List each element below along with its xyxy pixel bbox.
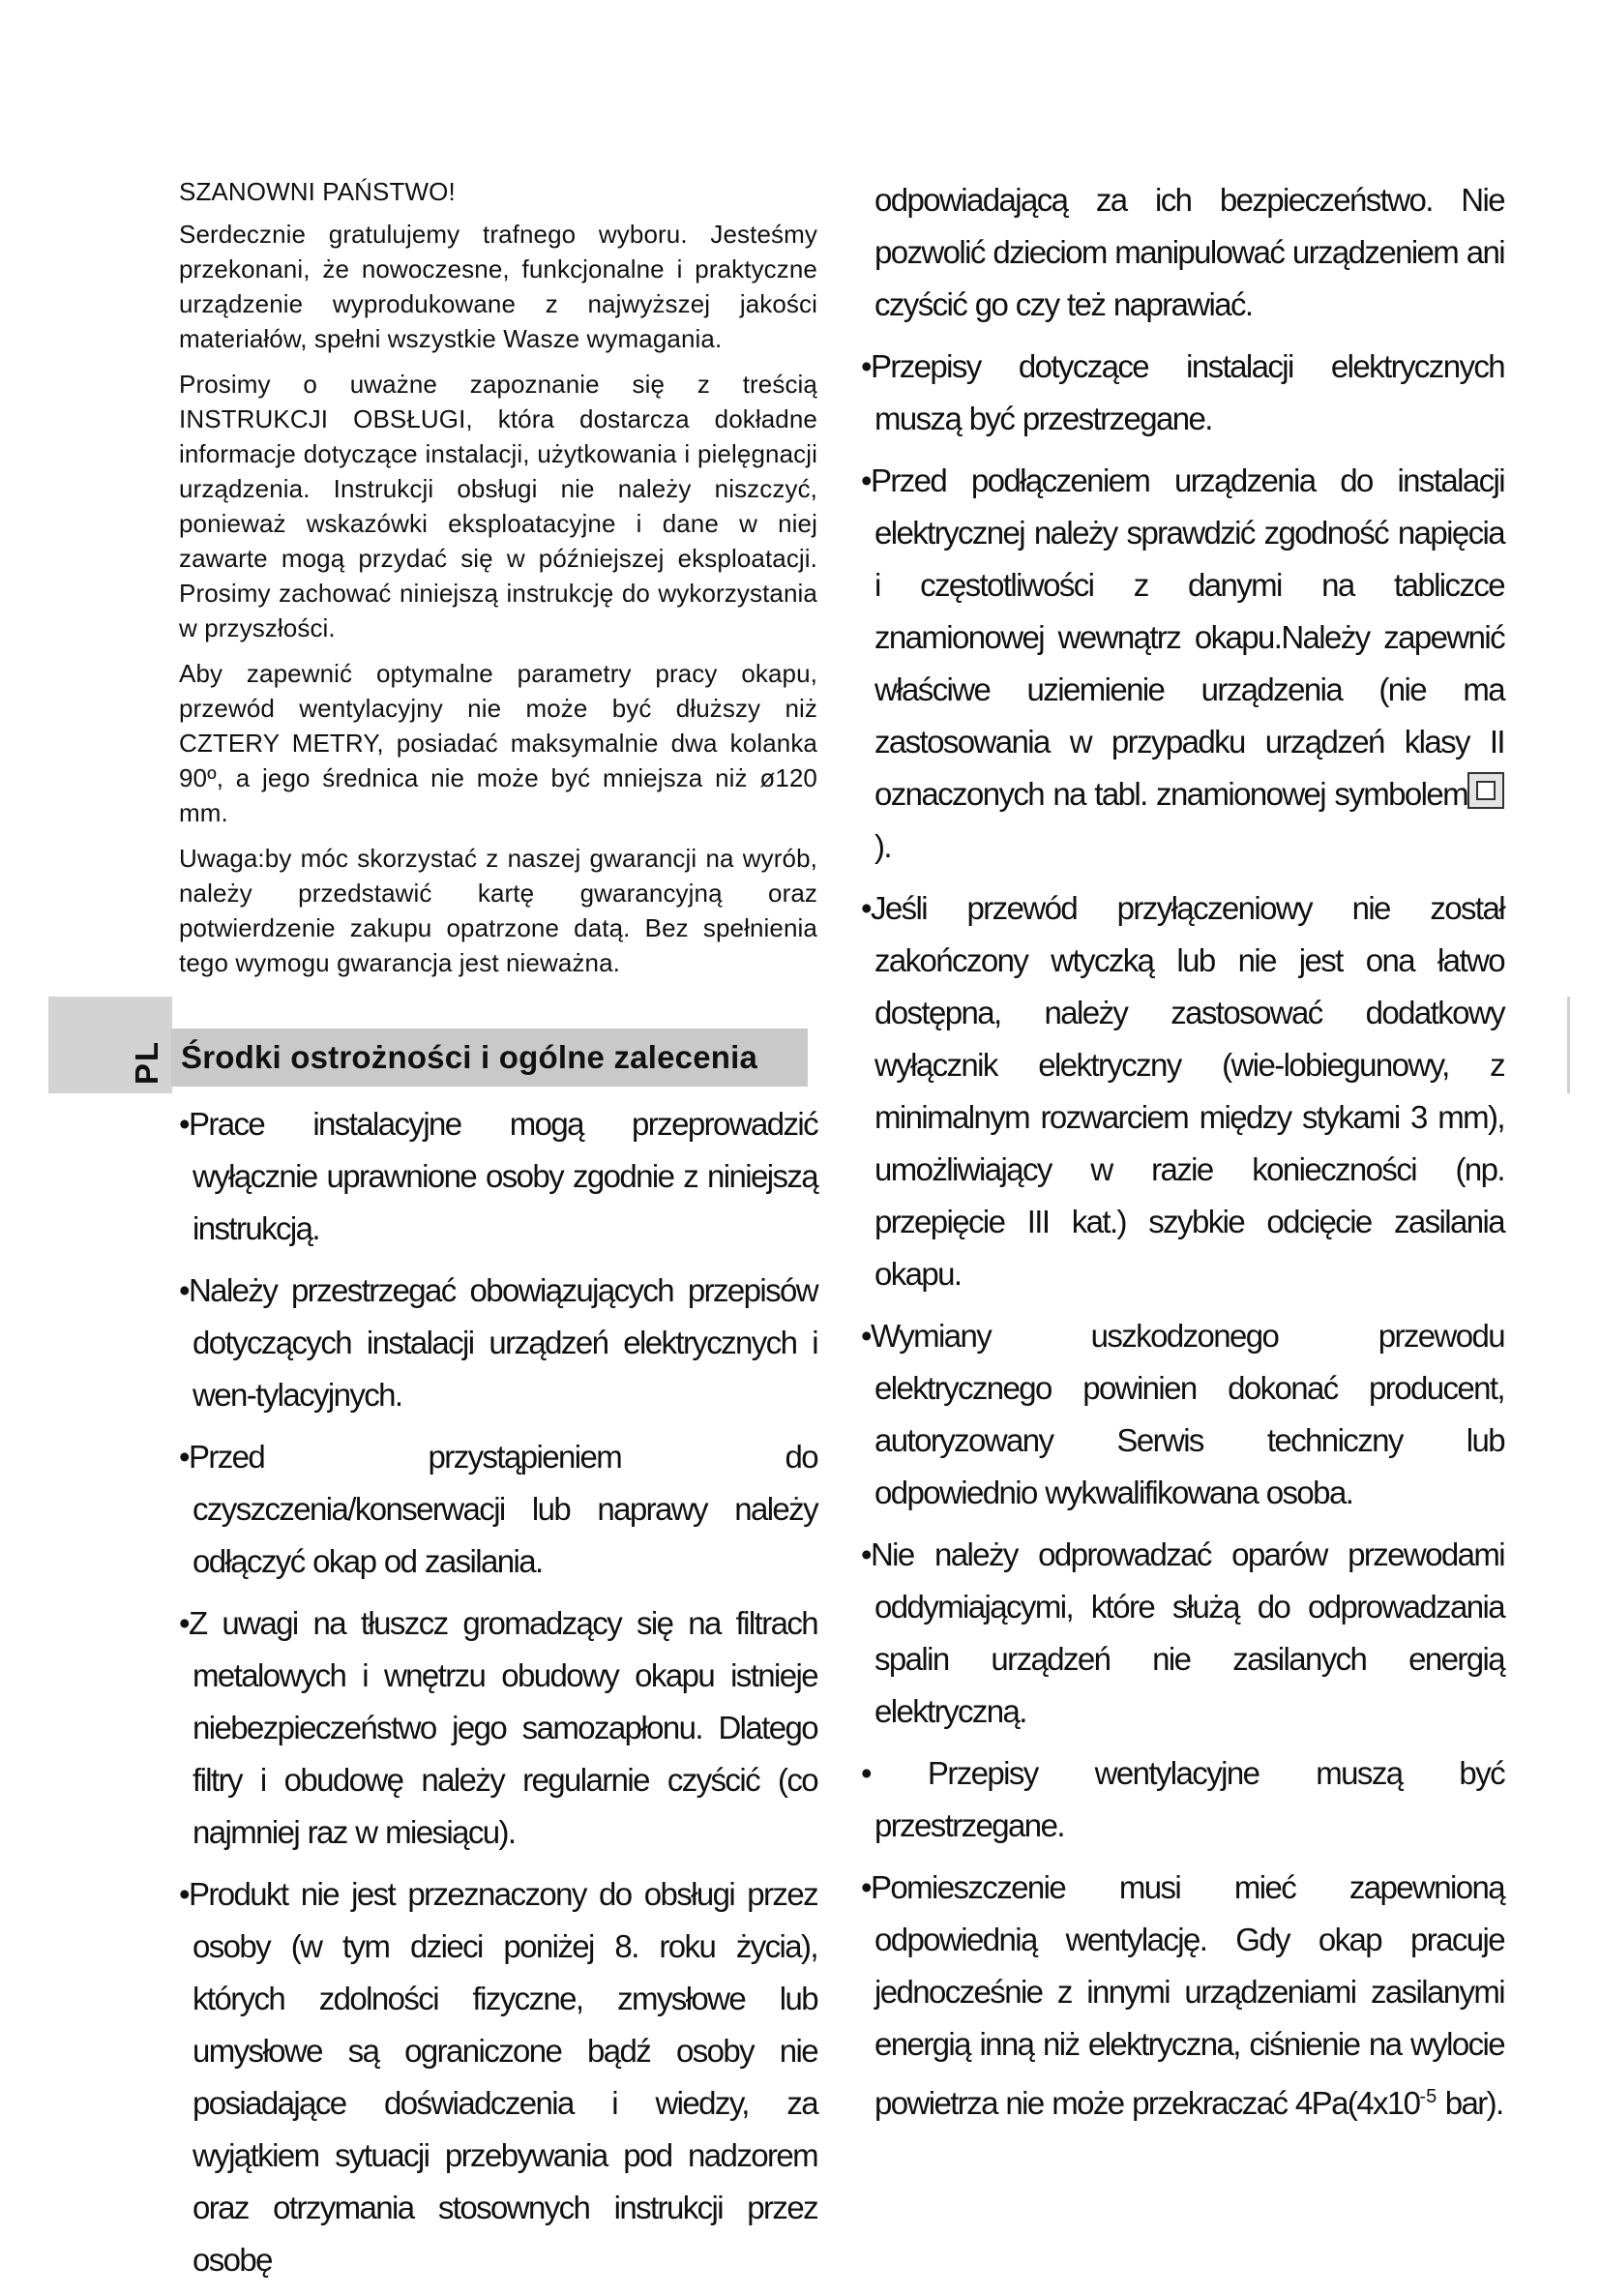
section-heading-text: Środki ostrożności i ogólne zalecenia <box>181 1039 758 1075</box>
list-item: •Należy przestrzegać obowiązujących przepisów dotyczących instalacji urządzeń elektrycznych i wen-tylacyjnych. <box>179 1272 817 1413</box>
language-tab-label: PL <box>129 1039 165 1086</box>
list-item-text: •Pomieszczenie musi mieć zapewnioną odpowiednią wentylację. Gdy okap pracuje jednocześnie z innymi urządzeniami zasilanymi energią inną niż elektryczna, ciśnienie na wylocie powietrza nie może przekraczać 4Pa(4x10 <box>861 1869 1504 2121</box>
left-bullets <box>179 1098 817 2296</box>
intro-paragraph: Uwaga:by móc skorzystać z naszej gwarancji na wyrób, należy przedstawić kartę gwarancyjną oraz potwierdzenie zakupu opatrzone datą. Bez spełnienia tego wymogu gwarancja jest nieważna. <box>179 844 817 977</box>
list-item: • Przepisy wentylacyjne muszą być przestrzegane. <box>861 1755 1504 1843</box>
list-item: •Z uwagi na tłuszcz gromadzący się na filtrach metalowych i wnętrzu obudowy okapu istnieje niebezpieczeństwo jego samozapłonu. Dlatego filtry i obudowę należy regularnie czyścić (co najmniej raz w miesiącu). <box>179 1605 817 1850</box>
pressure-exponent: -5 <box>1419 2086 1437 2107</box>
list-item: •Wymiany uszkodzonego przewodu elektrycznego powinien dokonać producent, autoryzowany Serwis techniczny lub odpowiednio wykwalifikowana osoba. <box>861 1318 1504 1510</box>
list-item: •Jeśli przewód przyłączeniowy nie został zakończony wtyczką lub nie jest ona łatwo dostępna, należy zastosować dodatkowy wyłącznik elektryczny (wie-lobiegunowy, z minimalnym rozwarciem między stykami 3 mm), umożliwiający w razie konieczności (np. przepięcie III kat.) szybkie odcięcie zasilania okapu. <box>861 890 1504 1292</box>
intro-body <box>179 217 817 991</box>
list-item: •Prace instalacyjne mogą przeprowadzić wyłącznie uprawnione osoby zgodnie z niniejszą instrukcją. <box>179 1106 817 1246</box>
intro-paragraph: Serdecznie gratulujemy trafnego wyboru. Jesteśmy przekonani, że nowoczesne, funkcjonalne i praktyczne urządzenie wyprodukowane z najwyższej jakości materiałów, spełni wszystkie Wasze wymagania. <box>179 220 817 353</box>
list-item: •Nie należy odprowadzać oparów przewodami oddymiającymi, które służą do odprowadzania spalin urządzeń nie zasilanych energią elektryczną. <box>861 1536 1504 1729</box>
list-item: •Przed przystąpieniem do czyszczenia/konserwacji lub naprawy należy odłączyć okap od zasilania. <box>179 1439 817 1579</box>
language-tab-label-wrap <box>128 1033 166 1091</box>
list-item: •Przepisy dotyczące instalacji elektrycznych muszą być przestrzegane. <box>861 348 1504 436</box>
page-edge-mark <box>1567 997 1570 1093</box>
list-item-continued: odpowiadającą za ich bezpieczeństwo. Nie pozwolić dzieciom manipulować urządzeniem ani czyścić go czy też naprawiać. <box>874 182 1505 322</box>
list-item-text: •Przed podłączeniem urządzenia do instalacji elektrycznej należy sprawdzić zgodność napięcia i częstotliwości z danymi na tabliczce znamionowej wewnątrz okapu.Należy zapewnić właściwe uziemienie urządzenia (nie ma zastosowania w przypadku urządzeń klasy II oznaczonych na tabl. znamionowej symbolem <box>861 462 1504 812</box>
pressure-suffix: bar). <box>1437 2085 1503 2121</box>
intro-paragraph: Aby zapewnić optymalne parametry pracy okapu, przewód wentylacyjny nie może być dłuższy niż CZTERY METRY, posiadać maksymalnie dwa kolanka 90º, a jego średnica nie może być mniejsza niż ø120 mm. <box>179 659 817 827</box>
symbol-suffix: ). <box>874 828 891 864</box>
section-heading <box>171 1029 808 1087</box>
right-column <box>861 174 1504 2139</box>
list-item <box>861 1862 1504 2130</box>
intro-paragraph: Prosimy o uważne zapoznanie się z treścią INSTRUKCJI OBSŁUGI, która dostarcza dokładne informacje dotyczące instalacji, użytkowania i pielęgnacji urządzenia. Instrukcji obsługi nie należy niszczyć, ponieważ wskazówki eksploatacyjne i dane w niej zawarte mogą przydać się w późniejszej eksploatacji. Prosimy zachować niniejszą instrukcję do wykorzystania w przyszłości. <box>179 370 817 642</box>
list-item: •Produkt nie jest przeznaczony do obsługi przez osoby (w tym dzieci poniżej 8. roku życia), których zdolności fizyczne, zmysłowe lub umysłowe są ograniczone bądź osoby nie posiadające doświadczenia i wiedzy, za wyjątkiem sytuacji przebywania pod nadzorem oraz otrzymania stosownych instrukcji przez osobę <box>179 1876 817 2278</box>
greeting: SZANOWNI PAŃSTWO! <box>179 177 456 206</box>
list-item <box>861 455 1504 873</box>
double-square-icon <box>1467 772 1504 809</box>
